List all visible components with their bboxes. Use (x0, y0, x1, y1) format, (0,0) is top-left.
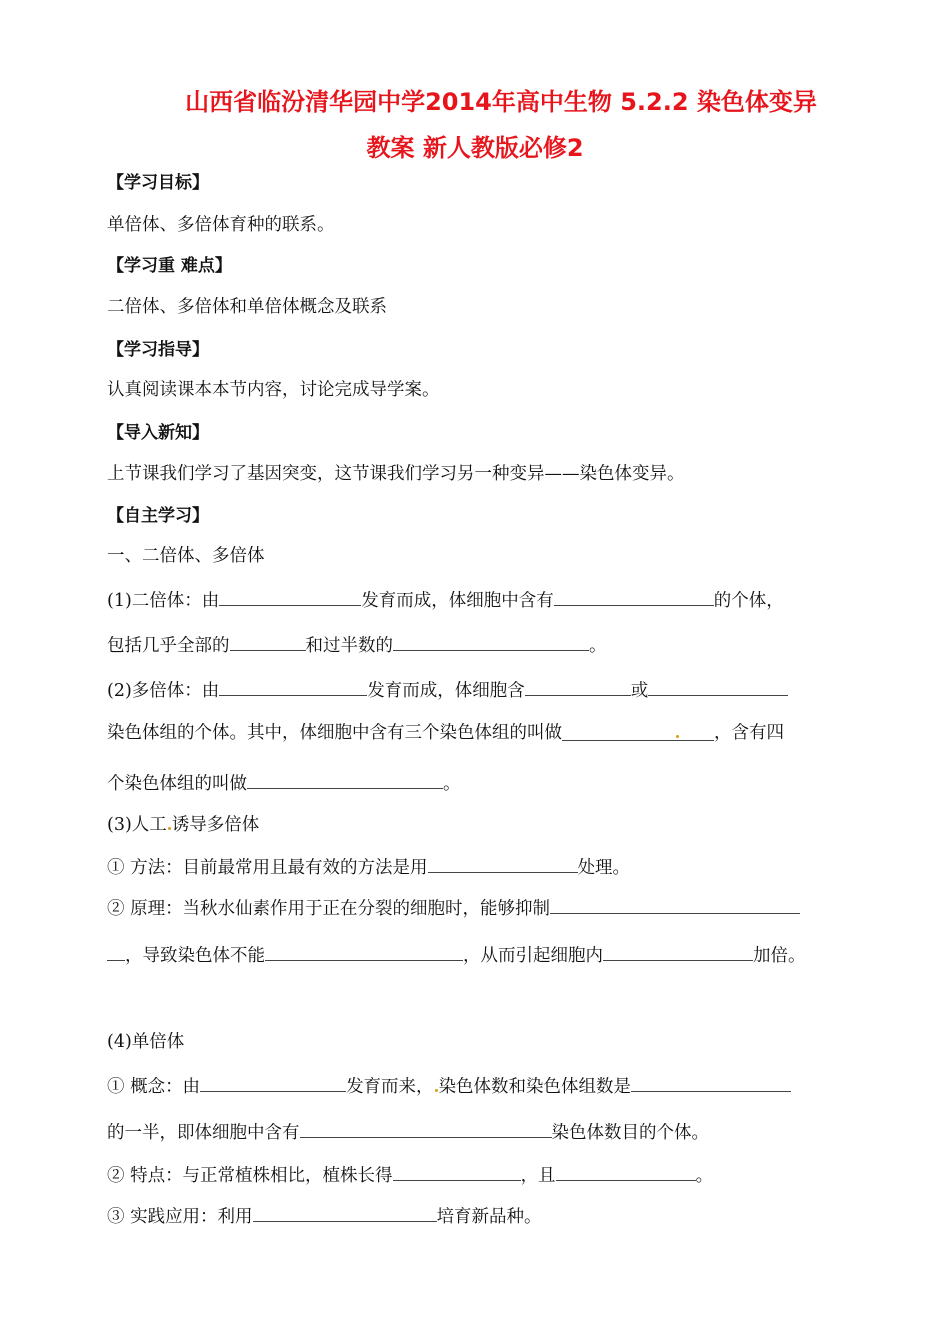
guide-text: 认真阅读课本本节内容，讨论完成导学案。 (107, 380, 440, 400)
text: 个染色体组的叫做 (107, 774, 247, 794)
text: (2)多倍体：由 (107, 681, 220, 701)
fill-blank[interactable] (550, 893, 800, 914)
fill-blank[interactable] (525, 675, 631, 696)
polyploid-line3 (107, 768, 461, 797)
heading-key-points: 【学习重 难点】 (107, 256, 232, 276)
text: 诱导多倍体 (171, 815, 260, 835)
doc-title-line1: 山西省临汾清华园中学2014年高中生物 5.2.2 染色体变异 (185, 88, 817, 116)
text: 的个体， (713, 591, 784, 611)
principle-line1 (107, 893, 800, 922)
heading-self-study: 【自主学习】 (107, 506, 209, 526)
fill-blank[interactable] (265, 940, 463, 961)
text: 包括几乎全部的 (107, 636, 230, 656)
text: 染色体组的个体。其中，体细胞中含有三个染色体组的叫做 (107, 723, 562, 743)
text: 处理。 (577, 858, 631, 878)
fill-blank[interactable] (300, 1117, 552, 1138)
text: 染色体数和染色体组数是 (438, 1077, 632, 1097)
polyploid-line1 (107, 675, 788, 704)
text: ，从而引起细胞内 (463, 946, 603, 966)
text: 的一半，即体细胞中含有 (107, 1123, 300, 1143)
fill-blank[interactable] (253, 1201, 437, 1222)
stray-mark (435, 1089, 438, 1092)
fill-blank[interactable] (200, 1071, 346, 1092)
haploid-heading: (4)单倍体 (107, 1032, 185, 1052)
fill-blank[interactable] (631, 1071, 791, 1092)
haploid-application-line (107, 1201, 542, 1230)
text: 。 (589, 636, 607, 656)
principle-line2 (107, 940, 806, 969)
fill-blank[interactable] (219, 675, 367, 696)
heading-guide: 【学习指导】 (107, 340, 209, 360)
text: 发育而来， (346, 1077, 434, 1097)
method-line (107, 852, 630, 881)
fill-blank[interactable] (247, 768, 443, 789)
text: 发育而成，体细胞中含有 (361, 591, 554, 611)
stray-mark (168, 827, 171, 830)
polyploid-line2 (107, 720, 784, 746)
text: ，导致染色体不能 (125, 946, 265, 966)
key-points-text: 二倍体、多倍体和单倍体概念及联系 (107, 297, 387, 317)
fill-blank[interactable] (107, 940, 125, 961)
fill-blank[interactable] (393, 1160, 521, 1181)
fill-blank[interactable] (230, 630, 306, 651)
artificial-induction (107, 812, 259, 838)
fill-blank[interactable] (554, 585, 714, 606)
text: ① 方法：目前最常用且最有效的方法是用 (107, 858, 428, 878)
heading-intro: 【导入新知】 (107, 423, 209, 443)
intro-text: 上节课我们学习了基因突变，这节课我们学习另一种变异——染色体变异。 (107, 464, 685, 484)
haploid-feature-line (107, 1160, 713, 1189)
text: ，且 (520, 1166, 556, 1186)
diploid-line2 (107, 630, 607, 659)
heading-goal: 【学习目标】 (107, 173, 209, 193)
text: ① 概念：由 (107, 1077, 201, 1097)
fill-blank[interactable] (562, 720, 714, 741)
text: ，含有四 (714, 723, 784, 743)
fill-blank[interactable] (428, 852, 578, 873)
text: 染色体数目的个体。 (551, 1123, 709, 1143)
text: (1)二倍体：由 (107, 591, 220, 611)
fill-blank[interactable] (219, 585, 361, 606)
text: 培育新品种。 (436, 1207, 542, 1227)
text: 或 (630, 681, 649, 701)
fill-blank[interactable] (648, 675, 788, 696)
text: ③ 实践应用：利用 (107, 1207, 253, 1227)
text: ② 原理：当秋水仙素作用于正在分裂的细胞时，能够抑制 (107, 899, 551, 919)
section-heading: 一、二倍体、多倍体 (107, 546, 265, 566)
diploid-line1 (107, 585, 784, 614)
text: 发育而成，体细胞含 (367, 681, 525, 701)
text: 和过半数的 (305, 636, 393, 656)
fill-blank[interactable] (603, 940, 753, 961)
goal-text: 单倍体、多倍体育种的联系。 (107, 215, 335, 235)
text: ② 特点：与正常植株相比，植株长得 (107, 1166, 393, 1186)
text: 。 (695, 1166, 714, 1186)
text: 加倍。 (753, 946, 806, 966)
text: (3)人工 (107, 815, 167, 835)
text: 。 (443, 774, 461, 794)
fill-blank[interactable] (393, 630, 589, 651)
fill-blank[interactable] (556, 1160, 696, 1181)
stray-mark (676, 735, 679, 738)
haploid-concept-line2 (107, 1117, 709, 1146)
haploid-concept-line1 (107, 1071, 791, 1100)
doc-title-line2: 教案 新人教版必修2 (366, 134, 584, 162)
